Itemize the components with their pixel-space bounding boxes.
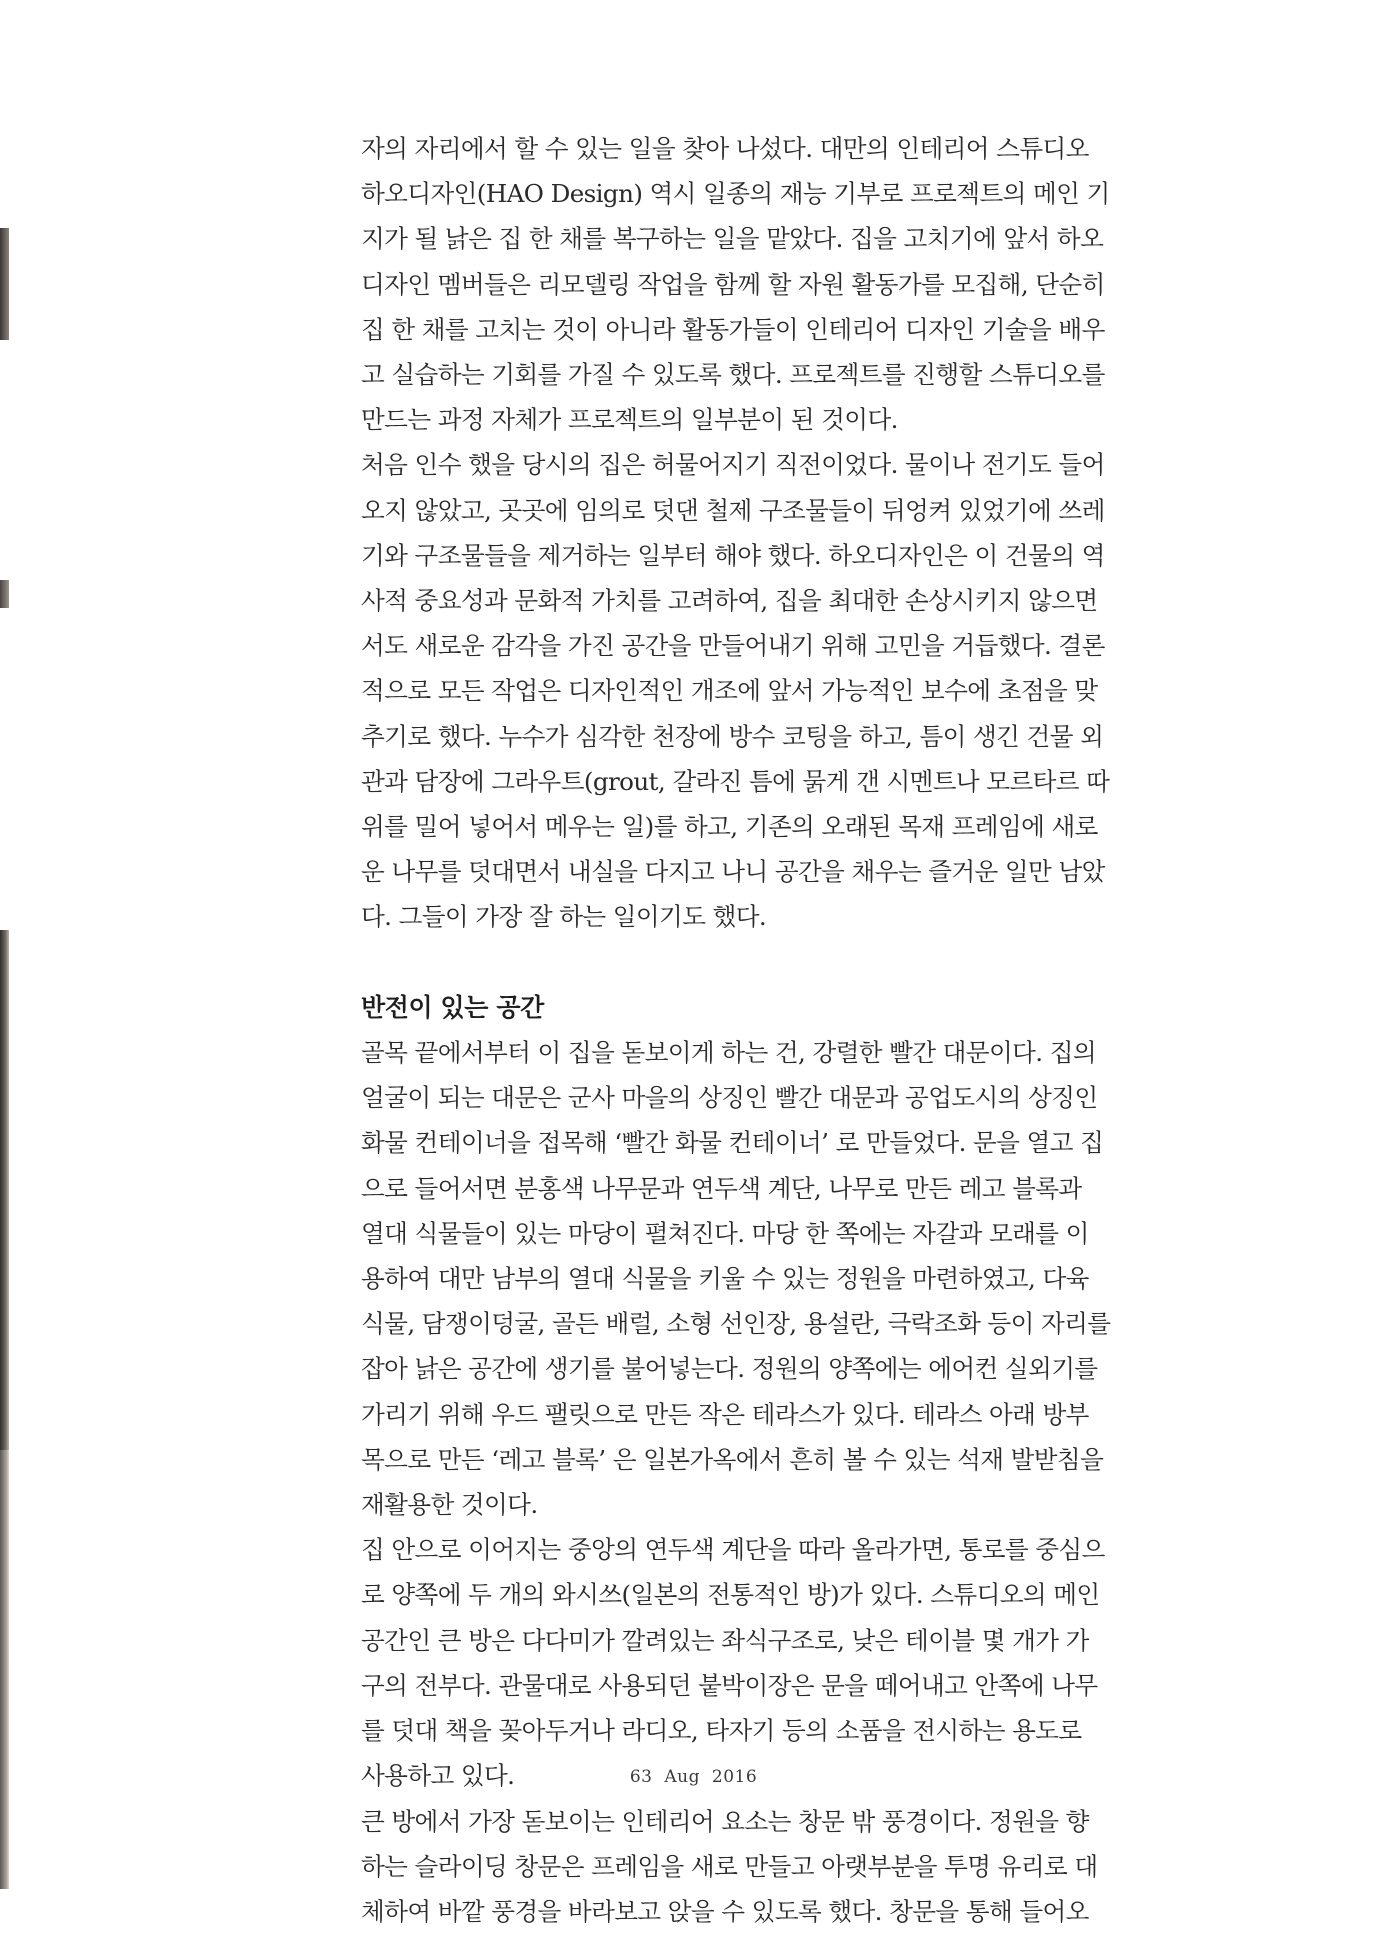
body-paragraph — [361, 1030, 1076, 1527]
text-line: 운 나무를 덧대면서 내실을 다지고 나니 공간을 채우는 즐거운 일만 남았 — [361, 849, 1076, 894]
text-line: 목으로 만든 ‘레고 블록’ 은 일본가옥에서 흔히 볼 수 있는 석재 발받침을 — [361, 1437, 1076, 1482]
text-line: 하는 슬라이딩 창문은 프레임을 새로 만들고 아랫부분을 투명 유리로 대 — [361, 1844, 1076, 1889]
facing-page-edge-photo — [0, 1450, 9, 1889]
text-line: 집 한 채를 고치는 것이 아니라 활동가들이 인테리어 디자인 기술을 배우 — [361, 307, 1076, 352]
text-line: 관과 담장에 그라우트(grout, 갈라진 틈에 묽게 갠 시멘트나 모르타르 따 — [361, 759, 1076, 804]
text-line: 구의 전부다. 관물대로 사용되던 붙박이장은 문을 떼어내고 안쪽에 나무 — [361, 1663, 1076, 1708]
facing-page-edge-photo — [0, 930, 9, 1450]
text-line: 적으로 모든 작업은 디자인적인 개조에 앞서 가능적인 보수에 초점을 맞 — [361, 668, 1076, 713]
text-line: 를 덧대 책을 꽂아두거나 라디오, 타자기 등의 소품을 전시하는 용도로 — [361, 1708, 1076, 1753]
text-line: 큰 방에서 가장 돋보이는 인테리어 요소는 창문 밖 풍경이다. 정원을 향 — [361, 1799, 1076, 1844]
text-line: 화물 컨테이너을 접목해 ‘빨간 화물 컨테이너’ 로 만들었다. 문을 열고 집 — [361, 1120, 1076, 1165]
text-line: 고 실습하는 기회를 가질 수 있도록 했다. 프로젝트를 진행할 스튜디오를 — [361, 352, 1076, 397]
text-line: 처음 인수 했을 당시의 집은 허물어지기 직전이었다. 물이나 전기도 들어 — [361, 442, 1076, 487]
text-line: 서도 새로운 감각을 가진 공간을 만들어내기 위해 고민을 거듭했다. 결론 — [361, 623, 1076, 668]
text-line: 용하여 대만 남부의 열대 식물을 키울 수 있는 정원을 마련하였고, 다육 — [361, 1256, 1076, 1301]
text-line: 재활용한 것이다. — [361, 1482, 1076, 1527]
section-heading: 반전이 있는 공간 — [361, 985, 1076, 1030]
text-line: 다. 그들이 가장 잘 하는 일이기도 했다. — [361, 894, 1076, 939]
issue-year: 2016 — [712, 1767, 757, 1787]
text-line: 자의 자리에서 할 수 있는 일을 찾아 나섰다. 대만의 인테리어 스튜디오 — [361, 126, 1076, 171]
text-line: 추기로 했다. 누수가 심각한 천장에 방수 코팅을 하고, 틈이 생긴 건물 외 — [361, 714, 1076, 759]
text-line: 으로 들어서면 분홍색 나무문과 연두색 계단, 나무로 만든 레고 블록과 — [361, 1166, 1076, 1211]
text-line: 로 양쪽에 두 개의 와시쓰(일본의 전통적인 방)가 있다. 스튜디오의 메인 — [361, 1572, 1076, 1617]
text-line: 공간인 큰 방은 다다미가 깔려있는 좌식구조로, 낮은 테이블 몇 개가 가 — [361, 1618, 1076, 1663]
text-line: 디자인 멤버들은 리모델링 작업을 함께 할 자원 활동가를 모집해, 단순히 — [361, 262, 1076, 307]
text-line: 식물, 담쟁이덩굴, 골든 배럴, 소형 선인장, 용설란, 극락조화 등이 자리를 — [361, 1301, 1076, 1346]
text-line: 골목 끝에서부터 이 집을 돋보이게 하는 건, 강렬한 빨간 대문이다. 집의 — [361, 1030, 1076, 1075]
text-line: 집 안으로 이어지는 중앙의 연두색 계단을 따라 올라가면, 통로를 중심으 — [361, 1527, 1076, 1572]
text-line: 가리기 위해 우드 팰릿으로 만든 작은 테라스가 있다. 테라스 아래 방부 — [361, 1392, 1076, 1437]
text-line: 사적 중요성과 문화적 가치를 고려하여, 집을 최대한 손상시키지 않으면 — [361, 578, 1076, 623]
text-line: 잡아 낡은 공간에 생기를 불어넣는다. 정원의 양쪽에는 에어컨 실외기를 — [361, 1346, 1076, 1391]
text-line: 지가 될 낡은 집 한 채를 복구하는 일을 맡았다. 집을 고치기에 앞서 하오 — [361, 216, 1076, 261]
page-number: 63 — [630, 1767, 653, 1787]
text-line: 체하여 바깥 풍경을 바라보고 앉을 수 있도록 했다. 창문을 통해 들어오 — [361, 1889, 1076, 1934]
article-body — [361, 126, 1076, 1934]
page-footer — [0, 1767, 1387, 1787]
text-line: 위를 밀어 넣어서 메우는 일)를 하고, 기존의 오래된 목재 프레임에 새로 — [361, 804, 1076, 849]
text-line: 만드는 과정 자체가 프로젝트의 일부분이 된 것이다. — [361, 397, 1076, 442]
body-paragraph — [361, 1527, 1076, 1798]
text-line: 기와 구조물들을 제거하는 일부터 해야 했다. 하오디자인은 이 건물의 역 — [361, 533, 1076, 578]
body-paragraph — [361, 126, 1076, 442]
section-spacer — [361, 940, 1076, 985]
text-line: 열대 식물들이 있는 마당이 펼쳐진다. 마당 한 쪽에는 자갈과 모래를 이 — [361, 1211, 1076, 1256]
text-line: 오지 않았고, 곳곳에 임의로 덧댄 철제 구조물들이 뒤엉켜 있었기에 쓰레 — [361, 488, 1076, 533]
issue-month: Aug — [664, 1767, 700, 1787]
facing-page-edge-photo — [0, 228, 9, 340]
text-line: 하오디자인(HAO Design) 역시 일종의 재능 기부로 프로젝트의 메인 기 — [361, 171, 1076, 216]
text-line: 얼굴이 되는 대문은 군사 마을의 상징인 빨간 대문과 공업도시의 상징인 — [361, 1075, 1076, 1120]
facing-page-edge-photo — [0, 580, 9, 608]
text-line: 사용하고 있다. — [361, 1753, 1076, 1798]
body-paragraph — [361, 442, 1076, 939]
body-paragraph — [361, 1799, 1076, 1934]
